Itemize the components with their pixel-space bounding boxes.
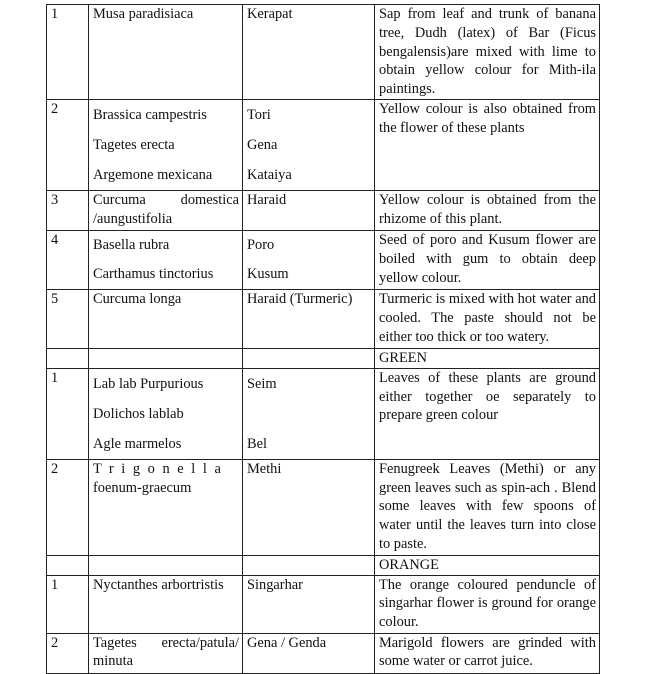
local-name: Singarhar <box>243 575 375 633</box>
scientific-name: Musa paradisiaca <box>89 5 243 100</box>
row-number: 5 <box>47 289 89 348</box>
scientific-name: Agle marmelos <box>93 435 182 452</box>
scientific-name: Nyctanthes arbortristis <box>89 575 243 633</box>
scientific-name: Brassica campestris <box>93 106 207 123</box>
empty-cell <box>89 348 243 368</box>
preparation-description: Leaves of these plants are ground either together oe separately to prepare green colour <box>375 368 600 459</box>
scientific-name: Lab lab Purpurious <box>93 375 204 392</box>
local-name: Kusum <box>247 265 289 282</box>
plant-dye-table <box>46 4 600 674</box>
row-number: 2 <box>47 459 89 555</box>
local-name-cell <box>243 99 375 190</box>
empty-cell <box>243 348 375 368</box>
preparation-description: Sap from leaf and trunk of banana tree, Dudh (latex) of Bar (Ficus bengalensis)are mixed with lime to obtain yellow colour for Mith-ila paintings. <box>375 5 600 100</box>
table-row <box>47 459 600 555</box>
local-name: Kataiya <box>247 166 292 183</box>
section-heading-orange: ORANGE <box>375 555 600 575</box>
section-heading-row <box>47 555 600 575</box>
table-row <box>47 99 600 190</box>
row-number: 2 <box>47 633 89 673</box>
preparation-description: Yellow colour is obtained from the rhizome of this plant. <box>375 190 600 230</box>
row-number: 1 <box>47 5 89 100</box>
preparation-description: Yellow colour is also obtained from the flower of these plants <box>375 99 600 190</box>
local-name: Bel <box>247 435 267 452</box>
table-row <box>47 5 600 100</box>
local-name: Seim <box>247 375 277 392</box>
local-name: Tori <box>247 106 271 123</box>
scientific-name: Curcuma longa <box>89 289 243 348</box>
scientific-name-cell <box>89 368 243 459</box>
local-name: Poro <box>247 236 275 253</box>
row-number: 2 <box>47 99 89 190</box>
scientific-name-cell <box>89 459 243 555</box>
local-name: Gena / Genda <box>243 633 375 673</box>
table-row <box>47 575 600 633</box>
empty-cell <box>47 348 89 368</box>
scientific-name: Tagetes erecta <box>93 136 175 153</box>
scientific-name-cell <box>89 230 243 289</box>
table-row <box>47 289 600 348</box>
local-name: Methi <box>243 459 375 555</box>
empty-cell <box>243 555 375 575</box>
table-row <box>47 230 600 289</box>
local-name <box>247 399 371 429</box>
scientific-name: foenum-graecum <box>93 479 192 496</box>
table-row <box>47 368 600 459</box>
preparation-description: Fenugreek Leaves (Methi) or any green leaves such as spin-ach . Blend some leaves with few spoons of water until the leaves turn into close to paste. <box>375 459 600 555</box>
table-row <box>47 190 600 230</box>
preparation-description: Seed of poro and Kusum flower are boiled with gum to obtain deep yellow colour. <box>375 230 600 289</box>
local-name-cell <box>243 368 375 459</box>
empty-cell <box>89 555 243 575</box>
table-row <box>47 633 600 673</box>
scientific-name: Argemone mexicana <box>93 166 213 183</box>
preparation-description: Turmeric is mixed with hot water and cooled. The paste should not be either too thick or too watery. <box>375 289 600 348</box>
local-name: Haraid (Turmeric) <box>243 289 375 348</box>
row-number: 1 <box>47 575 89 633</box>
row-number: 1 <box>47 368 89 459</box>
scientific-name: Curcuma domestica /aungustifolia <box>89 190 243 230</box>
section-heading-green: GREEN <box>375 348 600 368</box>
row-number: 4 <box>47 230 89 289</box>
preparation-description: Marigold flowers are grinded with some water or carrot juice. <box>375 633 600 673</box>
local-name: Gena <box>247 136 278 153</box>
local-name: Haraid <box>243 190 375 230</box>
local-name: Kerapat <box>243 5 375 100</box>
row-number: 3 <box>47 190 89 230</box>
scientific-name: Basella rubra <box>93 236 170 253</box>
empty-cell <box>47 555 89 575</box>
scientific-name: Carthamus tinctorius <box>93 265 214 282</box>
scientific-name: Trigonella <box>93 460 229 477</box>
scientific-name: Dolichos lablab <box>93 405 184 422</box>
local-name-cell <box>243 230 375 289</box>
section-heading-row <box>47 348 600 368</box>
scientific-name-cell <box>89 99 243 190</box>
scientific-name: Tagetes erecta/patula/ minuta <box>89 633 243 673</box>
preparation-description: The orange coloured penduncle of singarhar flower is ground for orange colour. <box>375 575 600 633</box>
